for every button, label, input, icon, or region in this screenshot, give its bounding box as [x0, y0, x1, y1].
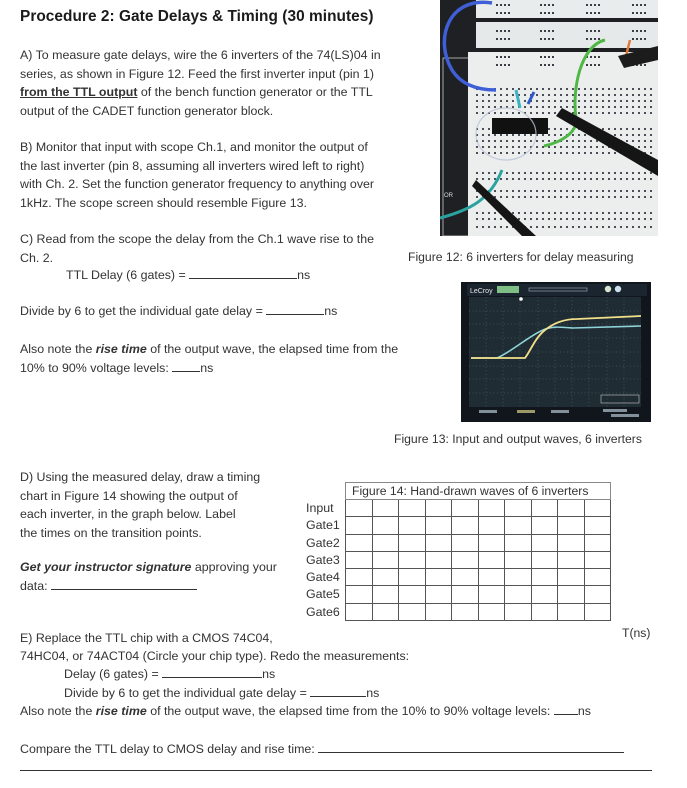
cmos-delay-input[interactable]	[162, 665, 262, 678]
row-label-gate1: Gate1	[306, 518, 340, 533]
gate-delay-unit: ns	[324, 304, 338, 318]
timing-grid-row-labels	[306, 500, 340, 621]
instructor-signature-input[interactable]	[51, 577, 197, 590]
grid-row-gate1[interactable]	[346, 517, 611, 534]
timing-grid-table	[345, 482, 611, 621]
ttl-output-emphasis: from the TTL output	[20, 85, 138, 100]
cmos-rise-time-input[interactable]	[554, 702, 578, 715]
section-c-line-2: Ch. 2.	[20, 250, 54, 265]
rise-time-post: of the output wave, the elapsed time from the	[146, 342, 399, 356]
instructor-signature-block	[20, 558, 277, 595]
ttl-delay-row	[66, 266, 310, 285]
grid-row-gate5[interactable]	[346, 586, 611, 603]
section-e-line-2: 74HC04, or 74ACT04 (Circle your chip type). Redo the measurements:	[20, 648, 410, 663]
rise-time-row	[20, 340, 398, 377]
rise-time-pre: Also note the	[20, 342, 96, 356]
figure-12-caption: Figure 12: 6 inverters for delay measuring	[408, 250, 634, 264]
ttl-delay-input[interactable]	[189, 266, 297, 279]
cmos-rise-emphasis: rise time	[95, 704, 147, 719]
compare-input[interactable]	[318, 740, 624, 753]
row-label-gate6: Gate6	[306, 604, 340, 619]
gate-delay-label: Divide by 6 to get the individual gate delay =	[20, 304, 267, 318]
row-label-gate2: Gate2	[306, 535, 340, 550]
cmos-rise-time-row	[20, 702, 591, 721]
ttl-delay-label: TTL Delay (6 gates) =	[66, 268, 190, 282]
section-a-line-2: series, as shown in Figure 12. Feed the first inverter input (pin 1)	[20, 66, 374, 81]
section-c	[20, 230, 374, 267]
rise-time-emphasis: rise time	[95, 342, 147, 356]
rise-time-line-2: 10% to 90% voltage levels:	[20, 360, 173, 375]
section-b-line-2: the last inverter (pin 8, assuming all inverters wired left to right)	[20, 158, 365, 173]
time-axis-label: T(ns)	[622, 626, 651, 640]
section-d-line-1: D) Using the measured delay, draw a timing	[20, 470, 261, 484]
cmos-gate-delay-unit: ns	[366, 685, 380, 700]
cmos-gate-delay-input[interactable]	[310, 684, 366, 697]
cmos-delay-label: Delay (6 gates) =	[64, 667, 163, 682]
section-a-line-1: A) To measure gate delays, wire the 6 inverters of the 74(LS)04 in	[20, 48, 381, 62]
procedure-title: Procedure 2: Gate Delays & Timing (30 minutes)	[20, 8, 374, 25]
section-e-line-1: E) Replace the TTL chip with a CMOS 74C04,	[20, 631, 273, 645]
instructor-signature-data-label: data:	[20, 578, 52, 593]
section-e	[20, 630, 591, 721]
gate-delay-input[interactable]	[266, 302, 324, 315]
row-label-gate5: Gate5	[306, 587, 340, 602]
rise-time-input[interactable]	[172, 359, 200, 372]
section-b	[20, 138, 374, 212]
gate-delay-row	[20, 302, 337, 321]
panel-label: OR	[444, 193, 453, 199]
figure-12-breadboard-photo	[440, 0, 658, 236]
scope-brand: LeCroy	[470, 288, 493, 295]
grid-row-gate3[interactable]	[346, 551, 611, 568]
inverter-chip	[492, 118, 548, 134]
cmos-rise-unit: ns	[577, 704, 591, 719]
cmos-rise-post: of the output wave, the elapsed time from the 10% to 90% voltage levels:	[146, 704, 554, 719]
compare-continuation-line[interactable]	[20, 770, 652, 771]
cmos-delay-unit: ns	[262, 667, 276, 682]
section-d	[20, 468, 260, 542]
compare-row	[20, 740, 624, 759]
section-d-line-2: chart in Figure 14 showing the output of	[20, 488, 238, 503]
section-b-line-4: 1kHz. The scope screen should resemble Figure 13.	[20, 195, 307, 210]
section-d-line-3: each inverter, in the graph below. Label	[20, 507, 236, 522]
figure-14-caption: Figure 14: Hand-drawn waves of 6 inverters	[346, 483, 611, 500]
cmos-gate-delay-label: Divide by 6 to get the individual gate delay =	[64, 685, 311, 700]
grid-row-gate4[interactable]	[346, 569, 611, 586]
oscilloscope-screen	[461, 282, 651, 422]
compare-label: Compare the TTL delay to CMOS delay and rise time:	[20, 742, 319, 756]
cmos-rise-pre: Also note the	[20, 704, 96, 719]
section-a-line-3-rest: of the bench function generator or the TTL	[137, 85, 373, 100]
row-label-gate4: Gate4	[306, 570, 340, 585]
cmos-gate-delay-row	[20, 684, 591, 703]
figure-13-caption: Figure 13: Input and output waves, 6 inverters	[394, 432, 642, 446]
grid-row-input[interactable]	[346, 500, 611, 517]
rise-time-unit: ns	[200, 360, 214, 375]
section-a	[20, 46, 381, 120]
figure-14-timing-grid	[345, 482, 611, 621]
grid-row-gate6[interactable]	[346, 603, 611, 620]
section-b-line-3: with Ch. 2. Set the function generator frequency to anything over	[20, 177, 375, 192]
figure-13-scope-photo	[461, 282, 651, 422]
instructor-signature-rest: approving your	[191, 560, 277, 574]
section-c-line-1: C) Read from the scope the delay from the Ch.1 wave rise to the	[20, 232, 374, 246]
section-b-line-1: B) Monitor that input with scope Ch.1, and monitor the output of	[20, 140, 368, 154]
section-a-line-3	[20, 83, 381, 102]
section-a-line-4: output of the CADET function generator block.	[20, 103, 274, 118]
row-label-input: Input	[306, 501, 334, 515]
ttl-delay-unit: ns	[297, 268, 311, 282]
row-label-gate3: Gate3	[306, 552, 340, 567]
section-d-line-4: the times on the transition points.	[20, 525, 202, 540]
instructor-signature-emphasis: Get your instructor signature	[20, 560, 192, 574]
grid-row-gate2[interactable]	[346, 534, 611, 551]
breadboard-illustration	[440, 0, 658, 236]
cmos-delay-row	[20, 665, 591, 684]
